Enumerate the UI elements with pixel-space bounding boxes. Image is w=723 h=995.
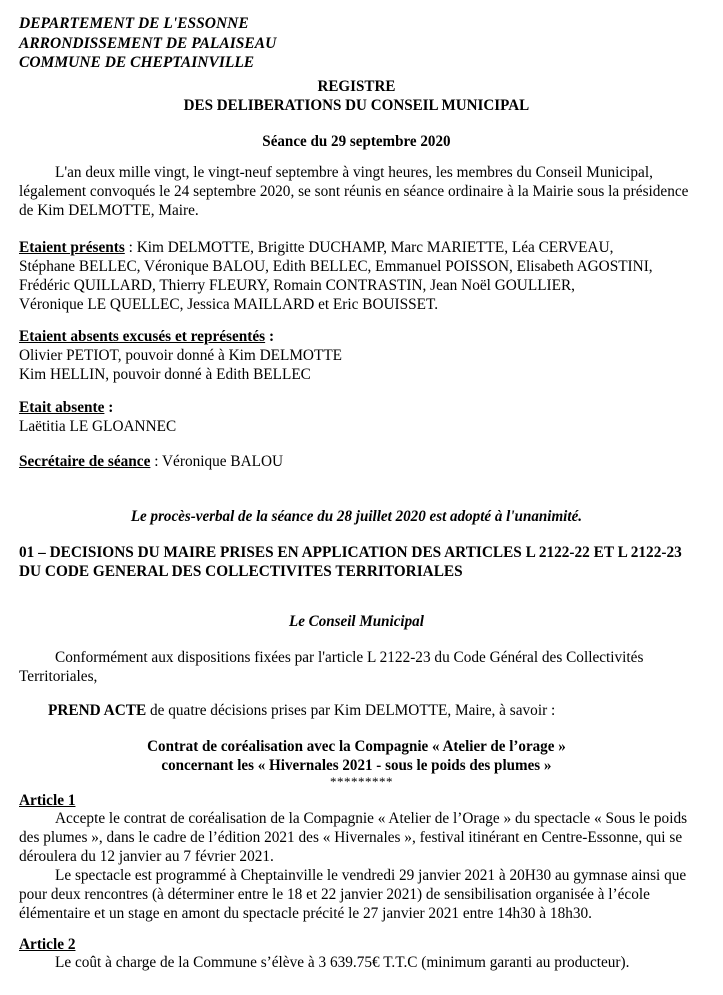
- present-label: Etaient présents: [19, 239, 125, 256]
- article-1-line-4: Le spectacle est programmé à Cheptainville le vendredi 29 janvier 2021 à 20H30 au gymnase ainsi que: [55, 867, 687, 884]
- register-title: REGISTRE: [317, 78, 396, 95]
- minutes-statement: Le procès-verbal de la séance du 28 juillet 2020 est adopté à l'unanimité.: [130, 508, 583, 525]
- intro-line-3: de Kim DELMOTTE, Maire.: [19, 202, 199, 219]
- prend-acte-line: [48, 701, 555, 720]
- session-date: Séance du 29 septembre 2020: [262, 133, 451, 150]
- intro-line-1: L'an deux mille vingt, le vingt-neuf septembre à vingt heures, les membres du Conseil Municipal,: [55, 164, 653, 181]
- excused-line-1: Olivier PETIOT, pouvoir donné à Kim DELMOTTE: [19, 347, 343, 364]
- secretary-value: : Véronique BALOU: [150, 453, 284, 470]
- present-line-4: Véronique LE QUELLEC, Jessica MAILLARD et Eric BOUISSET.: [19, 296, 439, 313]
- article-1-label: Article 1: [19, 792, 76, 809]
- intro-line-2: légalement convoqués le 24 septembre 2020, se sont réunis en séance ordinaire à la Mairie sous la présidence: [19, 183, 689, 200]
- register-subtitle: DES DELIBERATIONS DU CONSEIL MUNICIPAL: [183, 97, 530, 114]
- administrative-header: [19, 14, 276, 73]
- article-1-line-1: Accepte le contrat de coréalisation de la Compagnie « Atelier de l’Orage » du spectacle « Sous le poids: [55, 810, 688, 827]
- conform-line-1: Conformément aux dispositions fixées par l'article L 2122-23 du Code Général des Collectivités: [55, 649, 644, 666]
- article-2-line-1: Le coût à charge de la Commune s’élève à 3 639.75€ T.T.C (minimum garanti au producteur).: [55, 954, 630, 971]
- article-1-line-2: des plumes », dans le cadre de l’édition 2021 des « Hivernales », festival itinérant en Centre-Essonne, qui se: [19, 829, 683, 846]
- absent-heading: [19, 398, 113, 417]
- prend-acte-text: de quatre décisions prises par Kim DELMOTTE, Maire, à savoir :: [146, 702, 556, 719]
- excused-line-2: Kim HELLIN, pouvoir donné à Edith BELLEC: [19, 366, 311, 383]
- section-01-title-1: 01 – DECISIONS DU MAIRE PRISES EN APPLICATION DES ARTICLES L 2122-22 ET L 2122-23: [19, 544, 682, 561]
- secretary-label: Secrétaire de séance: [19, 453, 151, 470]
- prend-acte-label: PREND ACTE: [48, 702, 147, 719]
- present-line-2: Stéphane BELLEC, Véronique BALOU, Edith BELLEC, Emmanuel POISSON, Elisabeth AGOSTINI,: [19, 258, 653, 275]
- present-line-3: Frédéric QUILLARD, Thierry FLEURY, Romain CONTRASTIN, Jean Noël GOULLIER,: [19, 277, 575, 294]
- absent-line-1: Laëtitia LE GLOANNEC: [19, 418, 177, 435]
- council-heading: Le Conseil Municipal: [288, 613, 424, 630]
- present-names-1: : Kim DELMOTTE, Brigitte DUCHAMP, Marc MARIETTE, Léa CERVEAU,: [124, 239, 614, 256]
- excused-label: Etaient absents excusés et représentés: [19, 328, 266, 345]
- secretary-line: [19, 452, 283, 471]
- arrondissement-line: ARRONDISSEMENT DE PALAISEAU: [19, 34, 277, 52]
- section-01-title-2: DU CODE GENERAL DES COLLECTIVITES TERRITORIALES: [19, 563, 463, 580]
- article-1-line-3: déroulera du 12 janvier au 7 février 2021.: [19, 848, 274, 865]
- excused-heading: [19, 327, 274, 346]
- separator-stars: *********: [330, 774, 393, 789]
- article-1-line-6: élémentaire et un stage en amont du spectacle précité le 27 janvier 2021 entre 14h30 à 18h30.: [19, 905, 592, 922]
- present-line-1: [19, 238, 613, 257]
- commune-line: COMMUNE DE CHEPTAINVILLE: [19, 54, 255, 71]
- absent-colon: :: [104, 399, 114, 416]
- excused-colon: :: [265, 328, 275, 345]
- contract-title-2: concernant les « Hivernales 2021 - sous le poids des plumes »: [161, 757, 552, 774]
- conform-line-2: Territoriales,: [19, 668, 98, 685]
- article-1-line-5: pour deux rencontres (à déterminer entre le 18 et 22 janvier 2021) de sensibilisation organisée à l’école: [19, 886, 650, 903]
- article-2-label: Article 2: [19, 936, 76, 953]
- absent-label: Etait absente: [19, 399, 105, 416]
- contract-title-1: Contrat de coréalisation avec la Compagnie « Atelier de l’orage »: [147, 738, 566, 755]
- department-line: DEPARTEMENT DE L'ESSONNE: [19, 15, 249, 32]
